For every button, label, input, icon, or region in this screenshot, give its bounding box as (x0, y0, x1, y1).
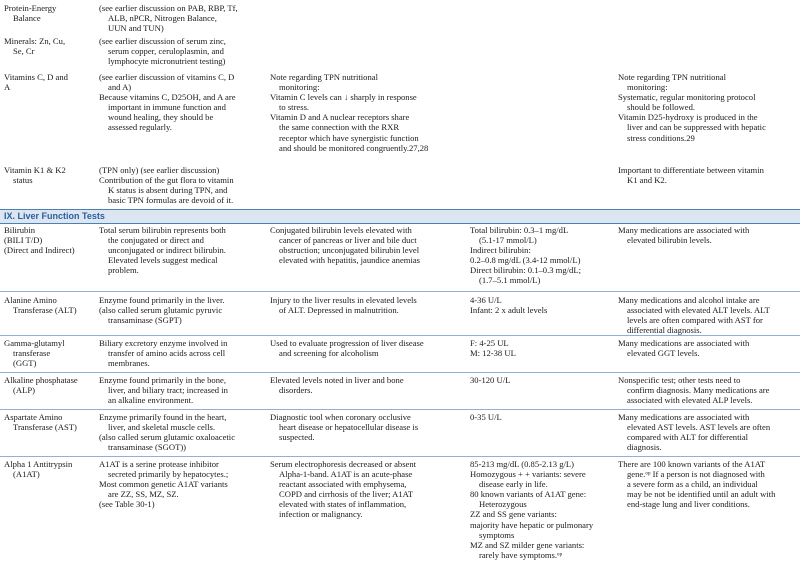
test-interpretation: Note regarding TPN nutritional monitoring: Vitamin C levels can ↓ sharply in response to stress. Vitamin D and A nuclear receptors share the same connection with the RXR receptor which have synergistic function and should be monitored congruently.27,28 (270, 72, 429, 153)
test-description: Total serum bilirubin represents both the conjugated or direct and unconjugated or indirect bilirubin. Elevated levels suggest medical problem. (99, 225, 226, 276)
test-description: Enzyme found primarily in the bone, liver, and biliary tract; increased in an alkaline environment. (99, 375, 228, 406)
test-interpretation: Used to evaluate progression of liver disease and screening for alcoholism (270, 338, 424, 359)
test-name: Vitamins C, D and A (4, 72, 68, 93)
test-notes: Many medications and alcohol intake are associated with elevated ALT levels. ALT levels are often compared with AST for differential diagnosis. (618, 295, 770, 336)
test-notes: Nonspecific test; other tests need to confirm diagnosis. Many medications are associated with elevated ALP levels. (618, 375, 770, 406)
test-description: A1AT is a serine protease inhibitor secreted primarily by hepatocytes.; Most common genetic A1AT variants are ZZ, SS, MZ, SZ. (see Table 30-1) (99, 459, 229, 510)
row-divider (0, 335, 800, 336)
test-interpretation: Elevated levels noted in liver and bone disorders. (270, 375, 404, 396)
test-notes: There are 100 known variants of the A1AT gene.ᵒᵖ If a person is not diagnosed with a severe form as a child, an individual may be not be identified until an adult with end-stage lung and liver conditions. (618, 459, 776, 510)
test-notes: Many medications are associated with elevated AST levels. AST levels are often compared with ALT for differential diagnosis. (618, 412, 771, 453)
row-divider (0, 372, 800, 373)
reference-range: Total bilirubin: 0.3–1 mg/dL (5.1-17 mmol/L) Indirect bilirubin: 0.2–0.8 mg/dL (3.4-12 mmol/L) Direct bilirubin: 0.1–0.3 mg/dL; (1.7–5.1 mmol/L) (470, 225, 581, 286)
test-description: (see earlier discussion of serum zinc, serum copper, ceruloplasmin, and lymphocyte micronutrient testing) (99, 36, 226, 67)
reference-range: 30-120 U/L (470, 375, 511, 385)
test-name: Alkaline phosphatase (ALP) (4, 375, 78, 396)
test-description: (see earlier discussion on PAB, RBP, Tf, ALB, nPCR, Nitrogen Balance, UUN and TUN) (99, 3, 238, 34)
test-notes: Many medications are associated with elevated GGT levels. (618, 338, 750, 359)
test-notes: Note regarding TPN nutritional monitoring: Systematic, regular monitoring protocol should be followed. Vitamin D25-hydroxy is produced in the liver and can be suppressed with hepatic stress conditions.29 (618, 72, 766, 143)
test-description: Biliary excretory enzyme involved in transfer of amino acids across cell membranes. (99, 338, 228, 369)
test-interpretation: Injury to the liver results in elevated levels of ALT. Depressed in malnutrition. (270, 295, 417, 316)
reference-range: 4-36 U/L Infant: 2 x adult levels (470, 295, 548, 316)
reference-range: 85-213 mg/dL (0.85-2.13 g/L) Homozygous + + variants: severe disease early in life. 80 known variants of A1AT gene: Heterozygous ZZ and SS gene variants: majority have hepatic or pulmonary symptoms MZ and SZ milder gene variants: rarely have symptoms.ᵒᵖ (470, 459, 594, 560)
test-name: Protein-Energy Balance (4, 3, 57, 24)
row-divider (0, 456, 800, 457)
row-divider (0, 409, 800, 410)
test-interpretation: Diagnostic tool when coronary occlusive heart disease or hepatocellular disease is suspected. (270, 412, 419, 443)
reference-range: 0-35 U/L (470, 412, 502, 422)
test-notes: Important to differentiate between vitamin K1 and K2. (618, 165, 764, 186)
test-description: Enzyme primarily found in the heart, liver, and skeletal muscle cells. (also called serum glutamic oxaloacetic transaminase (SGOT)) (99, 412, 236, 453)
test-name: Bilirubin (BILI T/D) (Direct and Indirect) (4, 225, 75, 256)
section-header (0, 209, 800, 224)
test-description: Enzyme found primarily in the liver. (also called serum glutamic pyruvic transaminase (SGPT) (99, 295, 225, 326)
reference-range: F: 4-25 UL M: 12-38 UL (470, 338, 516, 359)
test-name: Alpha 1 Antitrypsin (A1AT) (4, 459, 73, 480)
test-notes: Many medications are associated with elevated bilirubin levels. (618, 225, 750, 246)
row-divider (0, 291, 800, 292)
test-interpretation: Serum electrophoresis decreased or absent Alpha-1-band. A1AT is an acute-phase reactant associated with emphysema, COPD and cirrhosis of the liver; A1AT elevated with states of inflammation, infection or malignancy. (270, 459, 417, 520)
test-name: Aspartate Amino Transferase (AST) (4, 412, 77, 433)
test-name: Vitamin K1 & K2 status (4, 165, 66, 186)
test-name: Alanine Amino Transferase (ALT) (4, 295, 77, 316)
section-title: IX. Liver Function Tests (4, 211, 105, 221)
test-interpretation: Conjugated bilirubin levels elevated with cancer of pancreas or liver and bile duct obstruction; unconjugated bilirubin level elevated with hepatitis, jaundice anemias (270, 225, 421, 266)
test-description: (TPN only) (see earlier discussion) Contribution of the gut flora to vitamin K status is absent during TPN, and basic TPN formulas are devoid of it. (99, 165, 234, 206)
test-name: Minerals: Zn, Cu, Se, Cr (4, 36, 66, 57)
test-description: (see earlier discussion of vitamins C, D and A) Because vitamins C, D25OH, and A are important in immune function and wound healing, they should be assessed regularly. (99, 72, 236, 133)
test-name: Gamma-glutamyl transferase (GGT) (4, 338, 65, 369)
